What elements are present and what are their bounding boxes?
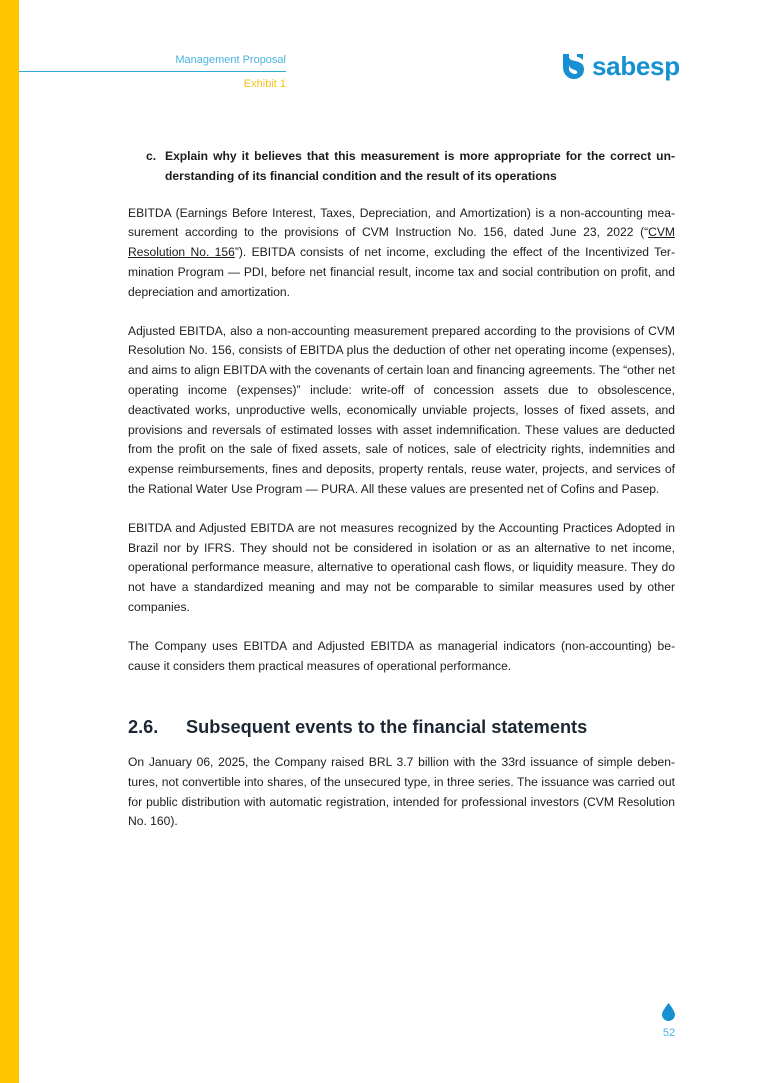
main-content [128, 147, 675, 695]
paragraph-managerial-indicators: The Company uses EBITDA and Adjusted EBITDA as managerial indicators (non-accounting) because it considers them practical measures of operational performance. [128, 638, 675, 673]
section-subsequent-events [128, 714, 675, 851]
section-title: Subsequent events to the financial statements [186, 717, 588, 737]
sabesp-logo-icon [560, 52, 586, 80]
section-number: 2.6. [128, 717, 159, 737]
side-color-bar [0, 0, 19, 1083]
paragraph-not-recognized: EBITDA and Adjusted EBITDA are not measures recognized by the Accounting Practices Adopted in Brazil nor by IFRS. They should not be considered in isolation or as an alternative to net income, operational performance measure, alternative to operational cash flows, or liquidity measure. They do not have a standardized meaning and may not be comparable to similar measures used by other companies. [128, 520, 675, 614]
cvm-resolution-link[interactable]: CVM Resolution No. 156 [128, 225, 675, 260]
paragraph-text: EBITDA (Earnings Before Interest, Taxes, Depreciation, and Amortization) is a non-accounting measurement according to the provisions of CVM Instruction No. 156, dated June 23, 2022 (“ [128, 205, 675, 240]
paragraph-text: ”). EBITDA consists of net income, excluding the effect of the Incentivized Termination Program — PDI, before net financial result, income tax and social contribution on profit, and depreciation and amortization. [128, 245, 675, 299]
water-drop-icon [662, 1003, 675, 1021]
subheading [128, 147, 675, 187]
paragraph-ebitda-definition [128, 204, 675, 303]
header-title: Management Proposal [175, 54, 286, 66]
sabesp-logo [560, 50, 680, 82]
header-divider [19, 71, 286, 72]
section-paragraph: On January 06, 2025, the Company raised BRL 3.7 billion with the 33rd issuance of simple debentures, not convertible into shares, of the unsecured type, in three series. The issuance was carried out for public distribution with automatic registration, intended for professional investors (CVM Resolution No. 160). [128, 755, 675, 829]
page-number: 52 [662, 1027, 676, 1039]
logo-text: sabesp [592, 51, 680, 81]
paragraph-adjusted-ebitda: Adjusted EBITDA, also a non-accounting measurement prepared according to the provisions of CVM Resolution No. 156, consists of EBITDA plus the deduction of other net operating income (expenses), and aims to align EBITDA with the covenants of certain loan and financing agreements. The “other net operating income (expenses)” include: write-off of concession assets due to obsolescence, deactivated works, unproductive wells, economically unviable projects, losses of fixed assets, and provisions and reversals of estimated losses with asset indemnification. These values are deducted from the profit on the sale of fixed assets, sale of notices, sale of electricity rights, indemnities and expense reimbursements, fines and deposits, property rentals, reuse water, projects, and services of the Rational Water Use Program — PURA. All these values are presented net of Cofins and Pasep. [128, 323, 675, 496]
section-heading [128, 714, 675, 740]
header-exhibit: Exhibit 1 [243, 78, 286, 90]
subheading-letter: c. [146, 149, 157, 163]
subheading-text: Explain why it believes that this measurement is more appropriate for the correct understanding of its financial condition and the result of its operations [165, 149, 675, 183]
